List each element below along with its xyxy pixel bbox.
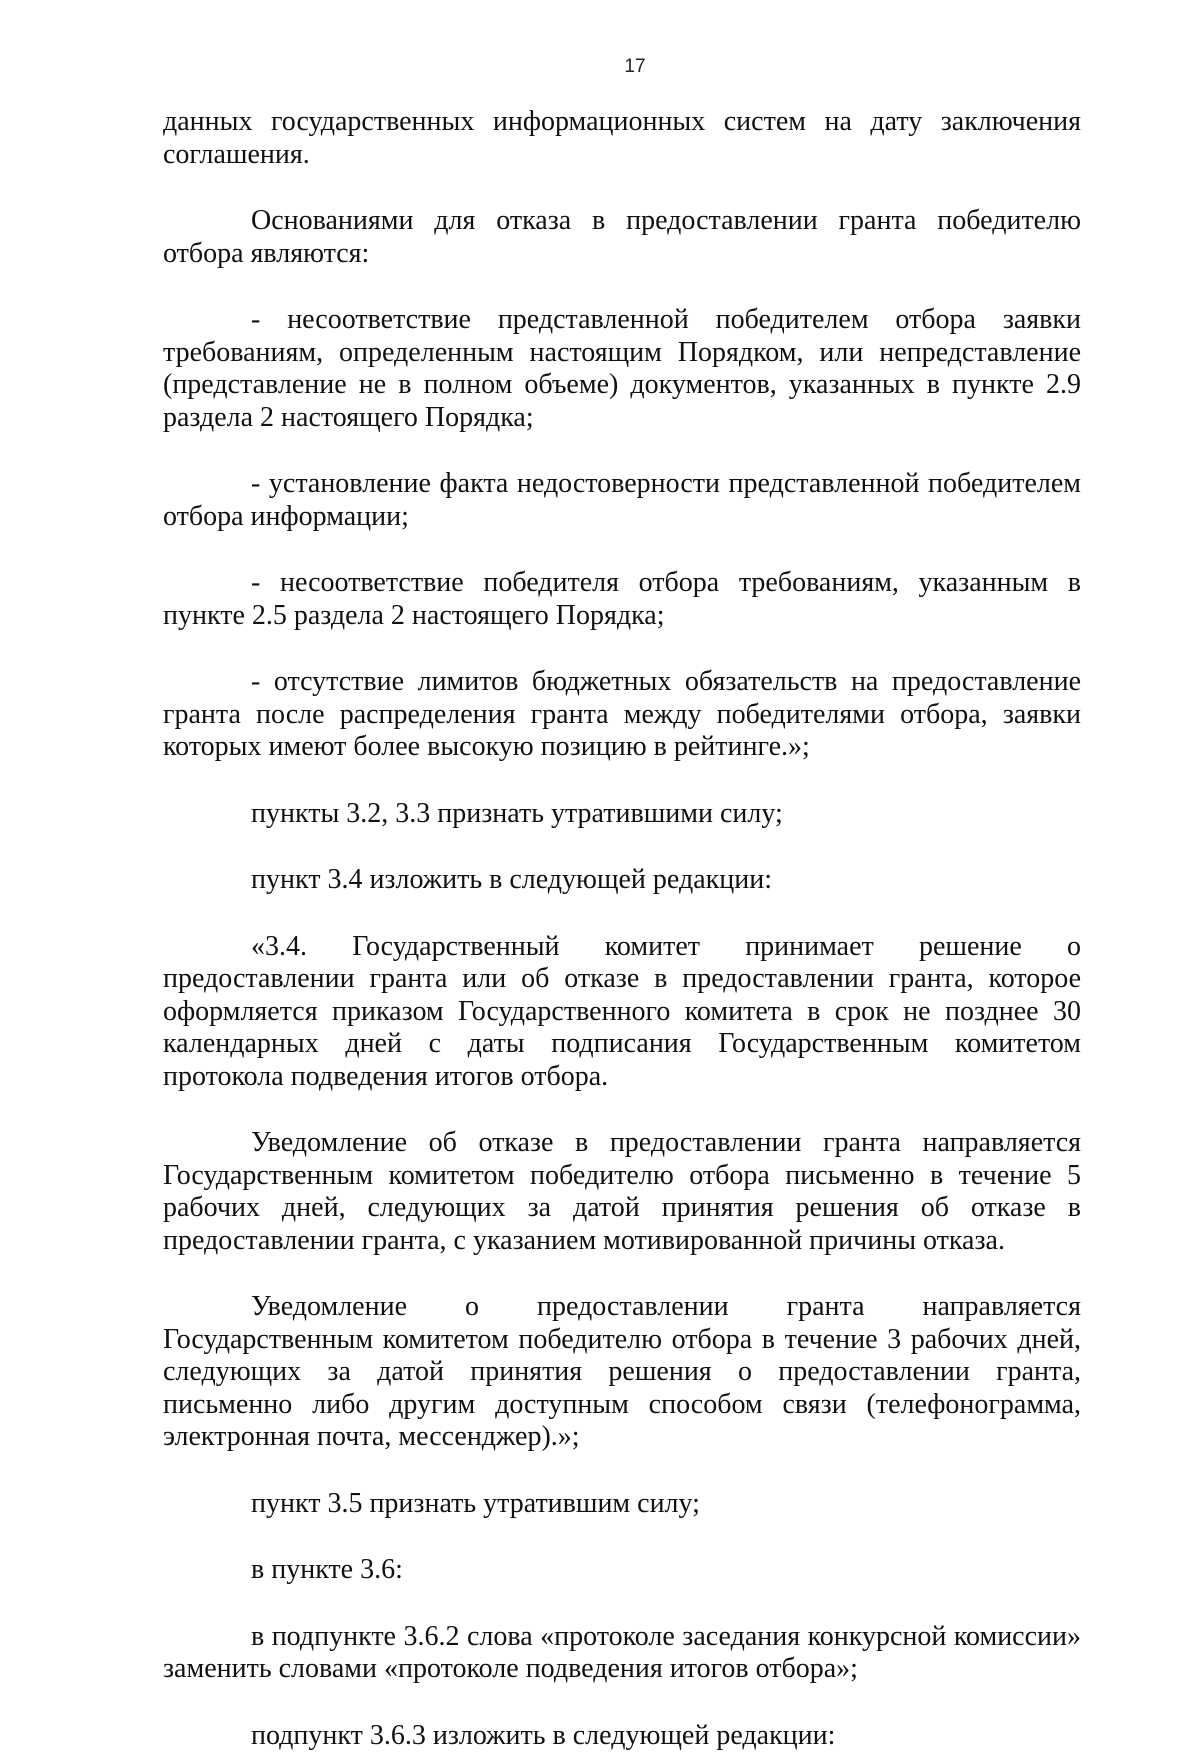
paragraph-refusal-notice: Уведомление об отказе в предоставлении гранта направляется Государственным комитетом победителю отбора письменно в течение 5 рабочих дней, следующих за датой принятия решения об отказе в предоставлении гранта, с указанием мотивированной причины отказа. (163, 1127, 1081, 1257)
paragraph-subpoint-3-6-2: в подпункте 3.6.2 слова «протоколе заседания конкурсной комиссии» заменить словами «протоколе подведения итогов отбора»; (163, 1621, 1081, 1686)
paragraph-points-void: пункты 3.2, 3.3 признать утратившими силу; (163, 798, 1081, 831)
paragraph-refusal-grounds: Основаниями для отказа в предоставлении гранта победителю отбора являются: (163, 205, 1081, 270)
paragraph-subpoint-3-6-3: подпункт 3.6.3 изложить в следующей редакции: (163, 1720, 1081, 1752)
paragraph-point-3-4: «3.4. Государственный комитет принимает решение о предоставлении гранта или об отказе в предоставлении гранта, которое оформляется приказом Государственного комитета в срок не позднее 30 календарных дней с даты подписания Государственным комитетом протокола подведения итогов отбора. (163, 931, 1081, 1094)
list-item-false-information: - установление факта недостоверности представленной победителем отбора информации; (163, 468, 1081, 533)
list-item-noncompliance-winner: - несоответствие победителя отбора требованиям, указанным в пункте 2.5 раздела 2 настоящего Порядка; (163, 567, 1081, 632)
paragraph-point-3-6: в пункте 3.6: (163, 1554, 1081, 1587)
paragraph-point-3-5-void: пункт 3.5 признать утратившим силу; (163, 1488, 1081, 1521)
list-item-noncompliance-application: - несоответствие представленной победителем отбора заявки требованиям, определенным настоящим Порядком, или непредставление (представление не в полном объеме) документов, указанных в пункте 2.9 раздела 2 настоящего Порядка; (163, 304, 1081, 434)
paragraph-continuation: данных государственных информационных систем на дату заключения соглашения. (163, 106, 1081, 171)
page-number: 17 (0, 56, 1200, 78)
document-body (163, 106, 1081, 1752)
paragraph-grant-notice: Уведомление о предоставлении гранта направляется Государственным комитетом победителю отбора в течение 3 рабочих дней, следующих за датой принятия решения о предоставлении гранта, письменно либо другим доступным способом связи (телефонограмма, электронная почта, мессенджер).»; (163, 1291, 1081, 1454)
paragraph-point-3-4-intro: пункт 3.4 изложить в следующей редакции: (163, 864, 1081, 897)
list-item-no-budget-limits: - отсутствие лимитов бюджетных обязательств на предоставление гранта после распределения гранта между победителями отбора, заявки которых имеют более высокую позицию в рейтинге.»; (163, 666, 1081, 764)
